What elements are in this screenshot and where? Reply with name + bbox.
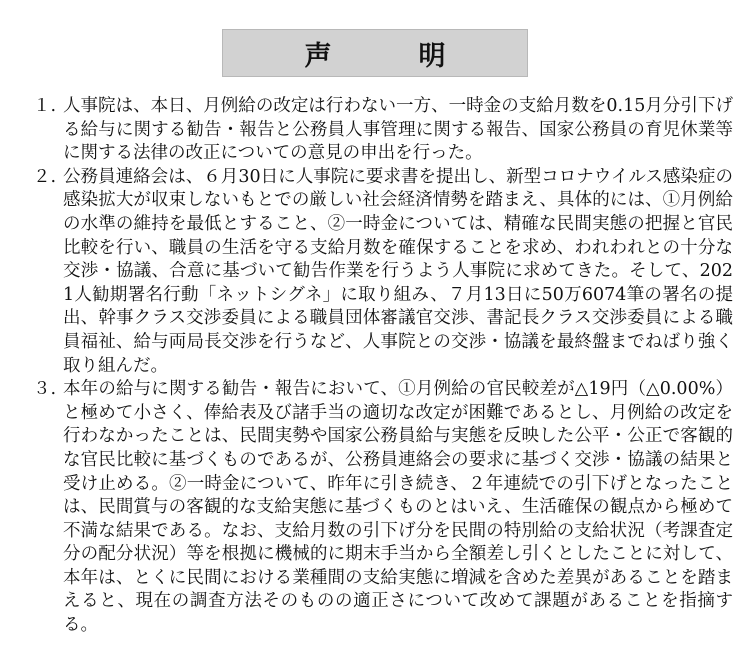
statement-item-1	[33, 95, 733, 166]
item-number: １.	[33, 96, 57, 116]
item-text: 本年の給与に関する勧告・報告において、①月例給の官民較差が△19円（△0.00%）と極めて小さく、俸給表及び諸手当の適切な改定が困難であるとし、月例給の改定を行わなかったことは、民間実勢や国家公務員給与実態を反映した公平・公正で客観的な官民比較に基づくものであるが、公務員連絡会の要求に基づく交渉・協議の結果と受け止める。②一時金について、昨年に引き続き、２年連続での引下げとなったことは、民間賞与の客観的な支給実態に基づくものとはいえ、生活確保の観点から極めて不満な結果である。なお、支給月数の引下げ分を民間の特別給の支給状況（考課査定分の配分状況）等を根拠に機械的に期末手当から全額差し引くとしたことに対して、本年は、とくに民間における業種間の支給実態に増減を含めた差異があることを踏まえると、現在の調査方法そのものの適正さについて改めて課題があることを指摘する。	[63, 379, 733, 636]
title-banner	[222, 29, 528, 77]
document-title: 声 明	[304, 40, 476, 72]
item-text: 人事院は、本日、月例給の改定は行わない一方、一時金の支給月数を0.15月分引下げる給与に関する勧告・報告と公務員人事管理に関する報告、国家公務員の育児休業等に関する法律の改正についての意見の申出を行った。	[63, 96, 733, 164]
statement-body	[33, 95, 733, 638]
statement-item-3	[33, 378, 733, 638]
item-text: 公務員連絡会は、６月30日に人事院に要求書を提出し、新型コロナウイルス感染症の感染拡大が収束しないもとでの厳しい社会経済情勢を踏まえ、具体的には、①月例給の水準の維持を最低とすること、②一時金については、精確な民間実態の把握と官民比較を行い、職員の生活を守る支給月数を確保することを求め、われわれとの十分な交渉・協議、合意に基づいて勧告作業を行うよう人事院に求めてきた。そして、2021人勧期署名行動「ネットシグネ」に取り組み、７月13日に50万6074筆の署名の提出、幹事クラス交渉委員による職員団体審議官交渉、書記長クラス交渉委員による職員福祉、給与両局長交渉を行うなど、人事院との交渉・協議を最終盤までねばり強く取り組んだ。	[63, 166, 733, 376]
item-number: ２.	[33, 166, 57, 187]
item-number: ３.	[33, 379, 57, 400]
statement-item-2	[33, 166, 733, 378]
